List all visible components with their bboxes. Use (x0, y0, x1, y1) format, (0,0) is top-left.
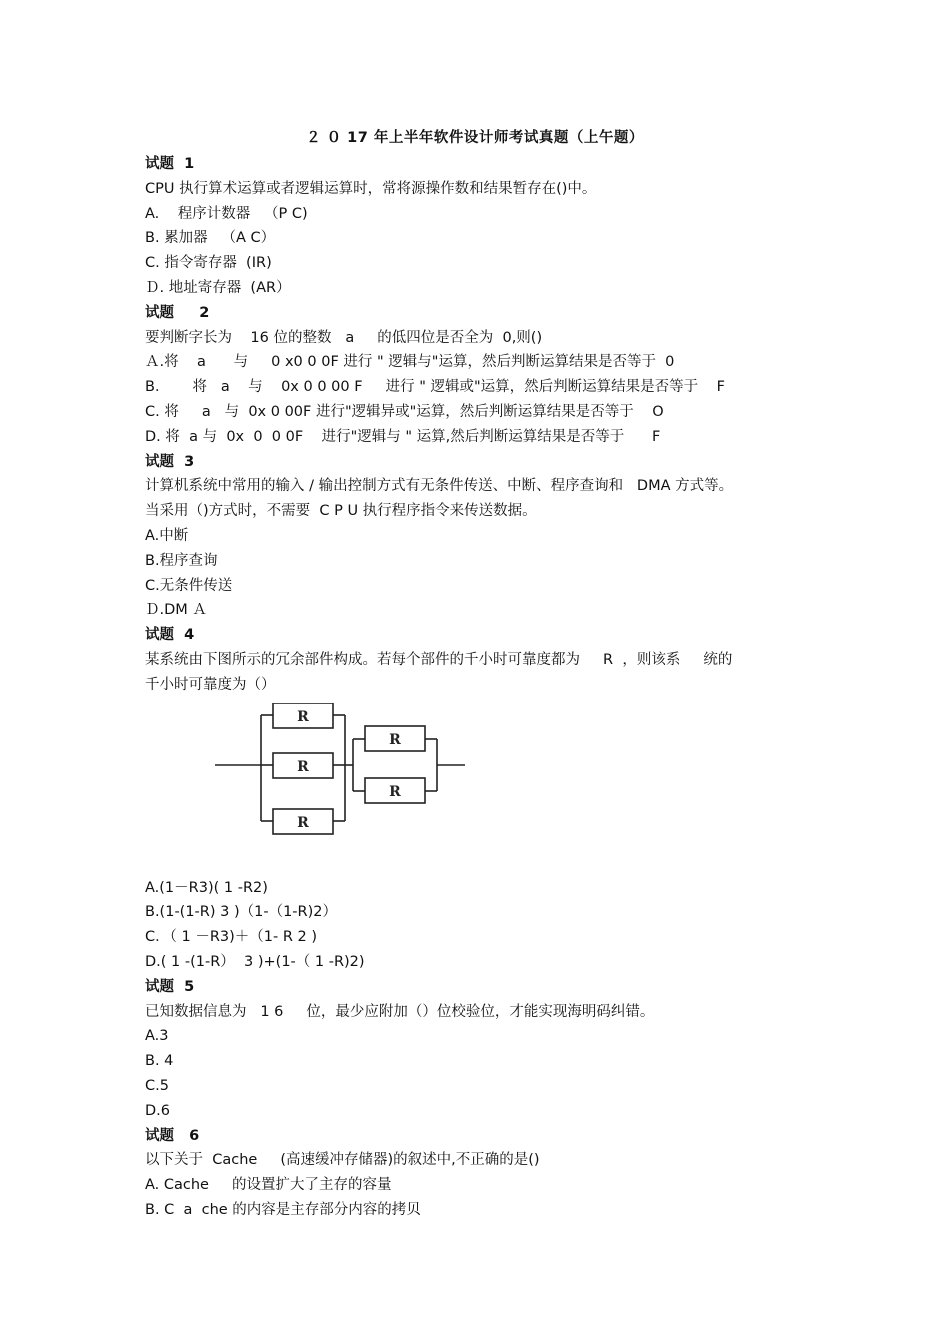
component-label: R (389, 783, 401, 800)
question-4-stem-line-2: 千小时可靠度为（） (145, 676, 276, 693)
component-label: R (297, 758, 309, 775)
question-2-option-c: C. 将 a 与 0x 0 00F 进行"逻辑异或"运算，然后判断运算结果是否等于 O (145, 403, 664, 420)
question-5-stem: 已知数据信息为 1 6 位，最少应附加（）位校验位，才能实现海明码纠错。 (145, 1003, 655, 1020)
redundant-components-figure (215, 703, 465, 848)
question-4-heading: 试题 4 (145, 627, 195, 644)
question-4-option-d: D.( 1 -(1-R） 3 )+(1-（ 1 -R)2) (145, 953, 365, 970)
question-5-option-a: A.3 (145, 1028, 169, 1045)
question-5-option-d: D.6 (145, 1102, 170, 1119)
question-5-heading: 试题 5 (145, 978, 195, 995)
question-2-option-d: D. 将 a 与 0x 0 0 0F 进行"逻辑与 " 运算,然后判断运算结果是否等于 F (145, 428, 661, 445)
question-2-stem: 要判断字长为 16 位的整数 a 的低四位是否全为 0,则() (145, 329, 543, 346)
question-3-stem-line-1: 计算机系统中常用的输入 / 输出控制方式有无条件传送、中断、程序查询和 DMA 方式等。 (145, 478, 734, 495)
question-2-option-b: B． 将 a 与 0x 0 0 00 F 进行 " 逻辑或"运算，然后判断运算结果是否等于 F (145, 379, 725, 396)
document-body (145, 152, 825, 1223)
question-6-option-b: B. C a che 的内容是主存部分内容的拷贝 (145, 1201, 421, 1218)
question-1-option-c: C. 指令寄存器 (IR) (145, 255, 272, 272)
component-label: R (297, 814, 309, 831)
question-1-stem: CPU 执行算术运算或者逻辑运算时，常将源操作数和结果暂存在()中。 (145, 180, 597, 197)
question-3-stem-line-2: 当采用（)方式时，不需要 C P U 执行程序指令来传送数据。 (145, 503, 537, 520)
question-4-option-b: B.(1-(1-R) 3 )（1-（1-R)2） (145, 904, 337, 921)
question-1-option-d: Ｄ. 地址寄存器 (AR） (145, 279, 291, 296)
question-3-option-b: B.程序查询 (145, 552, 218, 569)
question-4-option-c: C．（ 1 －R3)＋（1- R 2 ) (145, 929, 318, 946)
question-2-heading: 试题 2 (145, 304, 210, 321)
question-3-option-c: C.无条件传送 (145, 577, 233, 594)
question-6-heading: 试题 6 (145, 1127, 200, 1144)
question-3-heading: 试题 3 (145, 453, 195, 470)
question-5-option-c: C.5 (145, 1077, 169, 1094)
question-5-option-b: B. 4 (145, 1053, 174, 1070)
question-6-option-a: A. Cache 的设置扩大了主存的容量 (145, 1177, 392, 1194)
document-title: ２ ０ 17 年上半年软件设计师考试真题（上午题） (306, 130, 644, 146)
question-6-stem: 以下关于 Cache (高速缓冲存储器)的叙述中,不正确的是() (145, 1152, 540, 1169)
component-label: R (297, 708, 309, 725)
reliability-diagram (145, 698, 825, 876)
question-1-option-b: B. 累加器 （A C） (145, 230, 276, 247)
question-4-stem-line-1: 某系统由下图所示的冗余部件构成。若每个部件的千小时可靠度都为 R ，则该系 统的 (145, 651, 733, 668)
question-2-option-a: Ａ.将 a 与 0 x0 0 0F 进行 " 逻辑与"运算，然后判断运算结果是否等于 0 (145, 354, 675, 371)
question-4-option-a: A.(1－R3)( 1 -R2) (145, 879, 268, 896)
question-3-option-d: Ｄ.DM Ａ (145, 602, 207, 619)
component-label: R (389, 731, 401, 748)
question-1-option-a: A. 程序计数器 （P C) (145, 205, 308, 222)
question-3-option-a: A.中断 (145, 527, 189, 544)
question-1-heading: 试题 1 (145, 156, 195, 172)
